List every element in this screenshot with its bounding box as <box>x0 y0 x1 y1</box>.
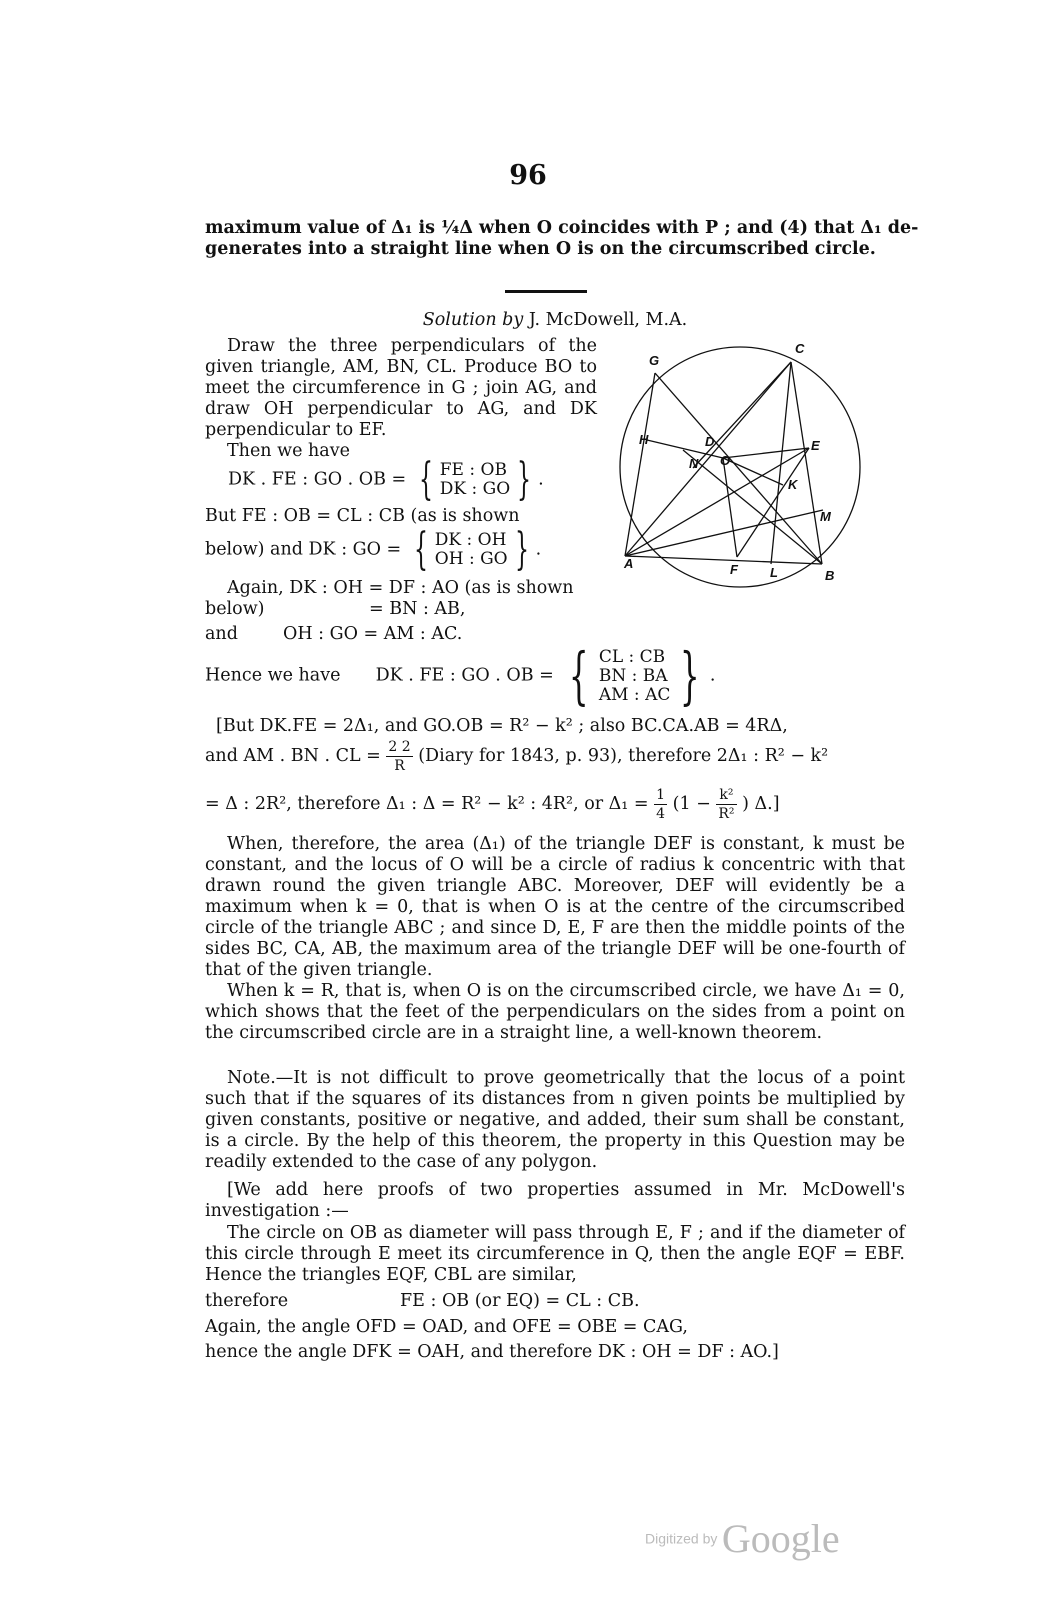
paragraph-note: Note.—It is not difficult to prove geometrically that the locus of a point such that if the squares of its distances from n given points be multiplied by given constants, positive or negative, and added, their sum shall be constant, is a circle. By the help of this theorem, the property in this Question may be readily extended to the case of any polygon. <box>205 1068 905 1172</box>
label-H: H <box>639 432 649 447</box>
label-O: O <box>720 453 731 468</box>
intro-line-2: generates into a straight line when O is on the circumscribed circle. <box>205 239 876 259</box>
label-K: K <box>788 477 798 492</box>
eq1-lhs: DK . FE : GO . OB = <box>228 469 407 490</box>
label-M: M <box>820 509 831 524</box>
section-rule <box>505 290 587 293</box>
solution-heading <box>205 310 905 330</box>
hence-lhs: DK . FE : GO . OB = <box>375 665 554 686</box>
hence-label: Hence we have <box>205 665 341 686</box>
left-paragraph-1: Draw the three perpendiculars of the given triangle, AM, BN, CL. Produce BO to meet the circumference in G ; join AG, and draw OH perpendicular to AG, and DK perpendicular to EF. <box>205 336 597 440</box>
paragraph-we-add: [We add here proofs of two properties assumed in Mr. McDowell's investigation :— <box>205 1180 905 1221</box>
left-and-b: OH : GO = AM : AC. <box>283 624 463 644</box>
paragraph-when-k-r: When k = R, that is, when O is on the circumscribed circle, we have Δ₁ = 0, which shows that the feet of the perpendiculars on the sides from a point on the circumscribed circle are in a straight line, a well-known theorem. <box>205 981 905 1043</box>
left-then: Then we have <box>227 441 350 461</box>
figure-lines <box>620 347 860 587</box>
page-number: 96 <box>509 160 547 191</box>
label-G: G <box>649 353 660 368</box>
bracket-line-3: = Δ : 2R², therefore Δ₁ : Δ = R² − k² : 4R², or Δ₁ = $\frac{1}{4}$ (1 − $\frac{\text{k²}}{\text{R²}}$ ) Δ.] <box>205 787 780 822</box>
hence-stack: CL : CB BN : BA AM : AC <box>598 646 671 705</box>
therefore-b: FE : OB (or EQ) = CL : CB. <box>400 1291 640 1311</box>
eq2-lhs: below) and DK : GO = <box>205 539 402 560</box>
intro-line-1: maximum value of Δ₁ is ¼Δ when O coincides with P ; and (4) that Δ₁ de- <box>205 218 919 238</box>
bracket-line-1: [But DK.FE = 2Δ₁, and GO.OB = R² − k² ; also BC.CA.AB = 4RΔ, <box>216 716 788 736</box>
hence-equation: Hence we have DK . FE : GO . OB = { CL : CB BN : BA AM : AC } . <box>205 639 716 712</box>
label-B: B <box>825 568 835 583</box>
paragraph-circle: The circle on OB as diameter will pass through E, F ; and if the diameter of this circle through E meet its circumference in Q, then the angle EQF = EBF. Hence the triangles EQF, CBL are similar, <box>205 1223 905 1285</box>
geometry-figure <box>603 330 883 610</box>
hence-line: hence the angle DFK = OAH, and therefore DK : OH = DF : AO.] <box>205 1342 779 1362</box>
google-logo: Google <box>721 1516 840 1561</box>
fraction-2-2-R: $\frac{2 2}{R}$ <box>388 739 411 774</box>
paragraph-when: When, therefore, the area (Δ₁) of the triangle DEF is constant, k must be constant, and the locus of O will be a circle of radius k concentric with that drawn round the given triangle ABC. Moreover, DEF will evidently be a maximum when k = 0, that is when O is at the centre of the circumscribed circle of the triangle ABC ; and since D, E, F are then the middle points of the sides BC, CA, AB, the maximum area of the triangle DEF will be one-fourth of that of the given triangle. <box>205 834 905 980</box>
digitized-by: Digitized by <box>645 1530 718 1547</box>
digitized-footer <box>645 1515 840 1562</box>
label-F: F <box>730 562 738 577</box>
label-E: E <box>811 438 820 453</box>
left-but: But FE : OB = CL : CB (as is shown <box>205 506 520 526</box>
left-again-2b: = BN : AB, <box>369 599 466 619</box>
left-eq-1: DK . FE : GO . OB = { FE : OB DK : GO } . <box>228 454 544 505</box>
left-again-2a: below) <box>205 599 265 619</box>
side-ab <box>625 556 822 564</box>
label-L: L <box>770 565 778 580</box>
left-again-1: Again, DK : OH = DF : AO (as is shown <box>227 578 574 598</box>
label-N: N <box>689 456 699 471</box>
solution-by: Solution by <box>422 310 524 330</box>
eq2-stack: DK : OH OH : GO <box>434 530 508 569</box>
bracket-line-2: and AM . BN . CL = $\frac{2 2}{R}$ (Diary for 1843, p. 93), therefore 2Δ₁ : R² − k² <box>205 739 829 774</box>
label-C: C <box>795 341 805 356</box>
circumcircle <box>620 347 860 587</box>
therefore-a: therefore <box>205 1291 289 1311</box>
label-D: D <box>705 434 715 449</box>
left-eq-2: below) and DK : GO = { DK : OH OH : GO } . <box>205 524 542 575</box>
solution-author: J. McDowell, M.A. <box>528 310 688 330</box>
label-A: A <box>624 556 634 571</box>
eq1-stack: FE : OB DK : GO <box>439 460 511 499</box>
left-and-a: and <box>205 624 238 644</box>
again-line: Again, the angle OFD = OAD, and OFE = OBE = CAG, <box>205 1317 688 1337</box>
